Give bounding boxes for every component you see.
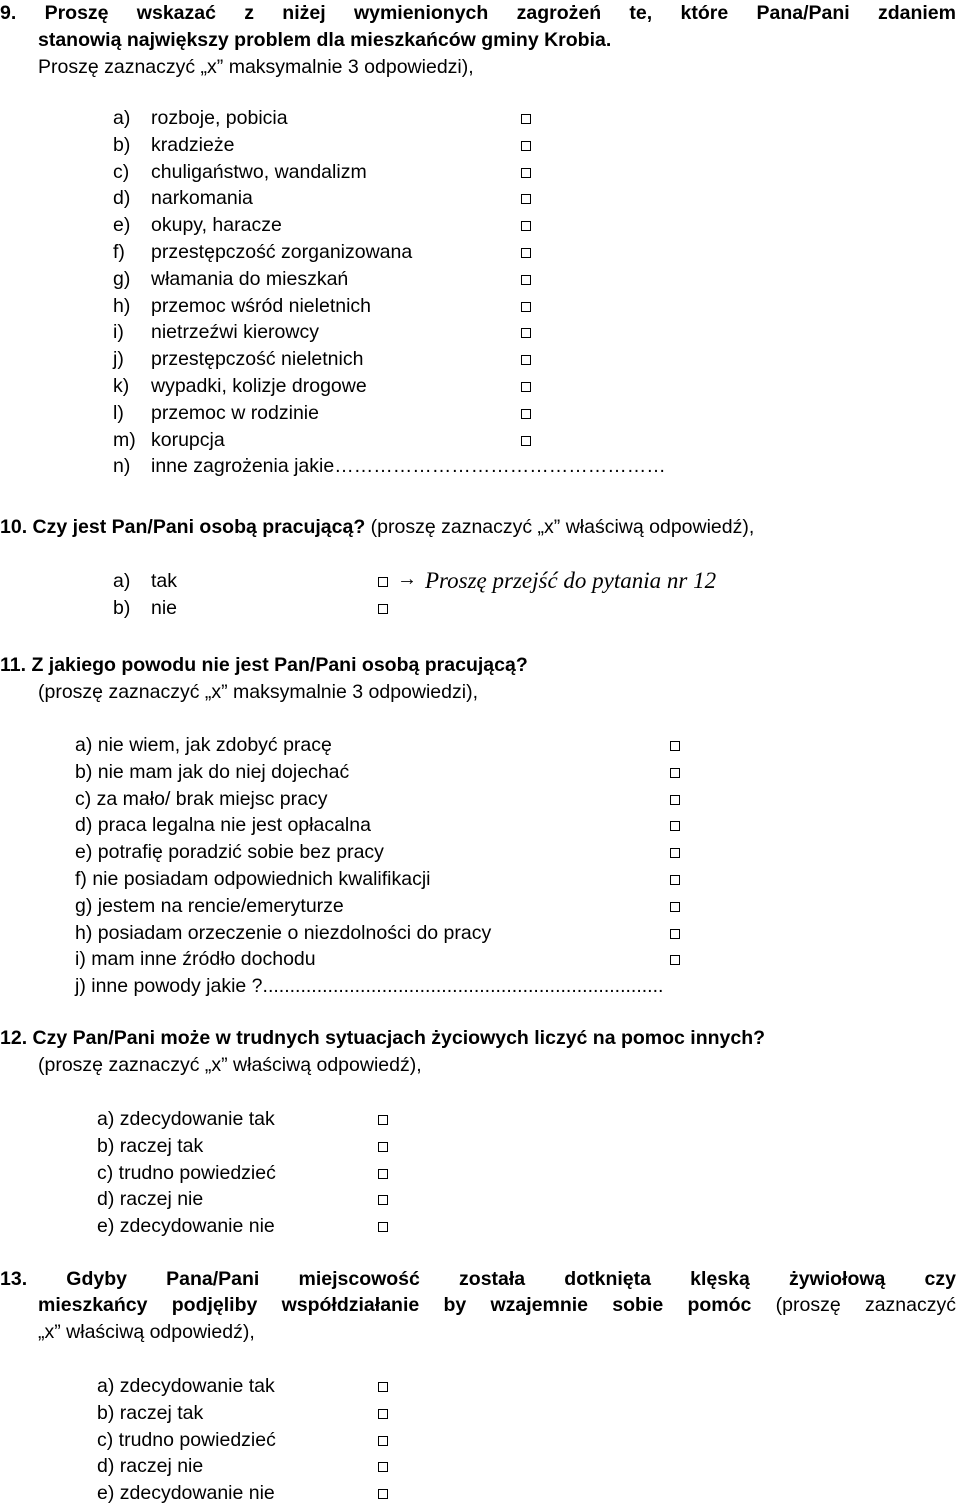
q13-checkbox[interactable] [378, 1382, 388, 1392]
q12-option: e) zdecydowanie nie [97, 1215, 275, 1238]
q11-checkbox[interactable] [670, 955, 680, 965]
q9-checkbox[interactable] [521, 141, 531, 151]
q10-checkbox-b[interactable] [378, 604, 388, 614]
q13-title-line1: 13. Gdyby Pana/Pani miejscowość została dotknięta klęską żywiołową czy [0, 1268, 956, 1290]
q9-option: m) korupcja [113, 428, 225, 451]
q12-option: a) zdecydowanie tak [97, 1108, 275, 1130]
q12-checkbox[interactable] [378, 1222, 388, 1232]
q12-instruction: (proszę zaznaczyć „x” właściwą odpowiedź), [38, 1054, 422, 1076]
q11-title: 11. Z jakiego powodu nie jest Pan/Pani osobą pracującą? [0, 654, 528, 676]
q11-checkbox[interactable] [670, 848, 680, 858]
q9-checkbox[interactable] [521, 328, 531, 338]
q10-option-b: b) nie [113, 597, 178, 619]
arrow-icon: → [397, 568, 417, 590]
q11-checkbox[interactable] [670, 902, 680, 912]
q11-option: d) praca legalna nie jest opłacalna [75, 814, 371, 837]
q13-checkbox[interactable] [378, 1462, 388, 1472]
q13-option: c) trudno powiedzieć [97, 1428, 276, 1451]
q9-option: d) narkomania [113, 187, 253, 210]
q9-checkbox[interactable] [521, 275, 531, 285]
q13-checkbox[interactable] [378, 1436, 388, 1446]
q9-checkbox[interactable] [521, 248, 531, 258]
q9-checkbox[interactable] [521, 114, 531, 124]
q9-title-line2: stanowią największy problem dla mieszkańców gminy Krobia. [38, 29, 612, 51]
q9-title-line1: 9. Proszę wskazać z niżej wymienionych zagrożeń te, które Pana/Pani zdaniem [0, 2, 956, 24]
q13-option: b) raczej tak [97, 1401, 204, 1424]
q9-checkbox[interactable] [521, 409, 531, 419]
q9-option: i) nietrzeźwi kierowcy [113, 321, 319, 344]
q11-option: e) potrafię poradzić sobie bez pracy [75, 841, 384, 864]
q12-checkbox[interactable] [378, 1142, 388, 1152]
q9-option: h) przemoc wśród nieletnich [113, 294, 372, 317]
q11-checkbox[interactable] [670, 875, 680, 885]
q12-title: 12. Czy Pan/Pani może w trudnych sytuacjach życiowych liczyć na pomoc innych? [0, 1027, 766, 1049]
q9-checkbox[interactable] [521, 355, 531, 365]
q9-option: n) inne zagrożenia jakie…………………………………………… [113, 455, 666, 478]
q11-option: c) za mało/ brak miejsc pracy [75, 787, 328, 810]
q13-option: e) zdecydowanie nie [97, 1482, 275, 1505]
q13-instruction: „x” właściwą odpowiedź), [38, 1321, 255, 1343]
q9-option: f) przestępczość zorganizowana [113, 241, 413, 263]
q11-checkbox[interactable] [670, 741, 680, 751]
q12-option: b) raczej tak [97, 1134, 204, 1157]
q11-checkbox[interactable] [670, 768, 680, 778]
q9-checkbox[interactable] [521, 302, 531, 312]
q13-checkbox[interactable] [378, 1409, 388, 1419]
q9-option: b) kradzieże [113, 133, 235, 156]
q9-option: e) okupy, haracze [113, 214, 282, 237]
q13-title-line2: mieszkańcy podjęliby współdziałanie by wzajemnie sobie pomóc (proszę zaznaczyć [38, 1294, 956, 1316]
q12-option: c) trudno powiedzieć [97, 1161, 276, 1184]
q12-option: d) raczej nie [97, 1188, 204, 1211]
q10-skip-note: Proszę przejść do pytania nr 12 [425, 568, 717, 593]
q10-option-a: a) tak [113, 570, 178, 592]
q11-checkbox[interactable] [670, 821, 680, 831]
q9-option: g) włamania do mieszkań [113, 267, 349, 290]
q11-checkbox[interactable] [670, 795, 680, 805]
q10-title: 10. Czy jest Pan/Pani osobą pracującą? (proszę zaznaczyć „x” właściwą odpowiedź), [0, 516, 755, 538]
q11-option: g) jestem na rencie/emeryturze [75, 894, 344, 917]
q9-checkbox[interactable] [521, 194, 531, 204]
q11-option: b) nie mam jak do niej dojechać [75, 760, 350, 783]
q9-option: c) chuligaństwo, wandalizm [113, 160, 367, 183]
q9-option: l) przemoc w rodzinie [113, 401, 319, 424]
q9-option: a) rozboje, pobicia [113, 107, 288, 129]
q9-checkbox[interactable] [521, 168, 531, 178]
q11-checkbox[interactable] [670, 929, 680, 939]
q11-option: j) inne powody jakie ?.......................................................................... [75, 975, 664, 998]
q9-option: k) wypadki, kolizje drogowe [113, 375, 367, 397]
q13-option: d) raczej nie [97, 1455, 204, 1478]
q9-instruction: Proszę zaznaczyć „x” maksymalnie 3 odpowiedzi), [38, 56, 474, 78]
q13-checkbox[interactable] [378, 1489, 388, 1499]
q11-option: a) nie wiem, jak zdobyć pracę [75, 734, 332, 756]
q9-option: j) przestępczość nieletnich [113, 348, 364, 371]
q10-checkbox-a[interactable] [378, 577, 388, 587]
q11-option: i) mam inne źródło dochodu [75, 948, 316, 971]
q9-checkbox[interactable] [521, 436, 531, 446]
q11-option: f) nie posiadam odpowiednich kwalifikacji [75, 868, 431, 890]
q11-instruction: (proszę zaznaczyć „x” maksymalnie 3 odpowiedzi), [38, 681, 478, 703]
q12-checkbox[interactable] [378, 1195, 388, 1205]
q12-checkbox[interactable] [378, 1115, 388, 1125]
q11-option: h) posiadam orzeczenie o niezdolności do pracy [75, 921, 492, 944]
q12-checkbox[interactable] [378, 1169, 388, 1179]
q9-checkbox[interactable] [521, 221, 531, 231]
q9-checkbox[interactable] [521, 382, 531, 392]
q10-instruction: (proszę zaznaczyć „x” właściwą odpowiedź), [370, 516, 755, 538]
q13-option: a) zdecydowanie tak [97, 1375, 275, 1397]
